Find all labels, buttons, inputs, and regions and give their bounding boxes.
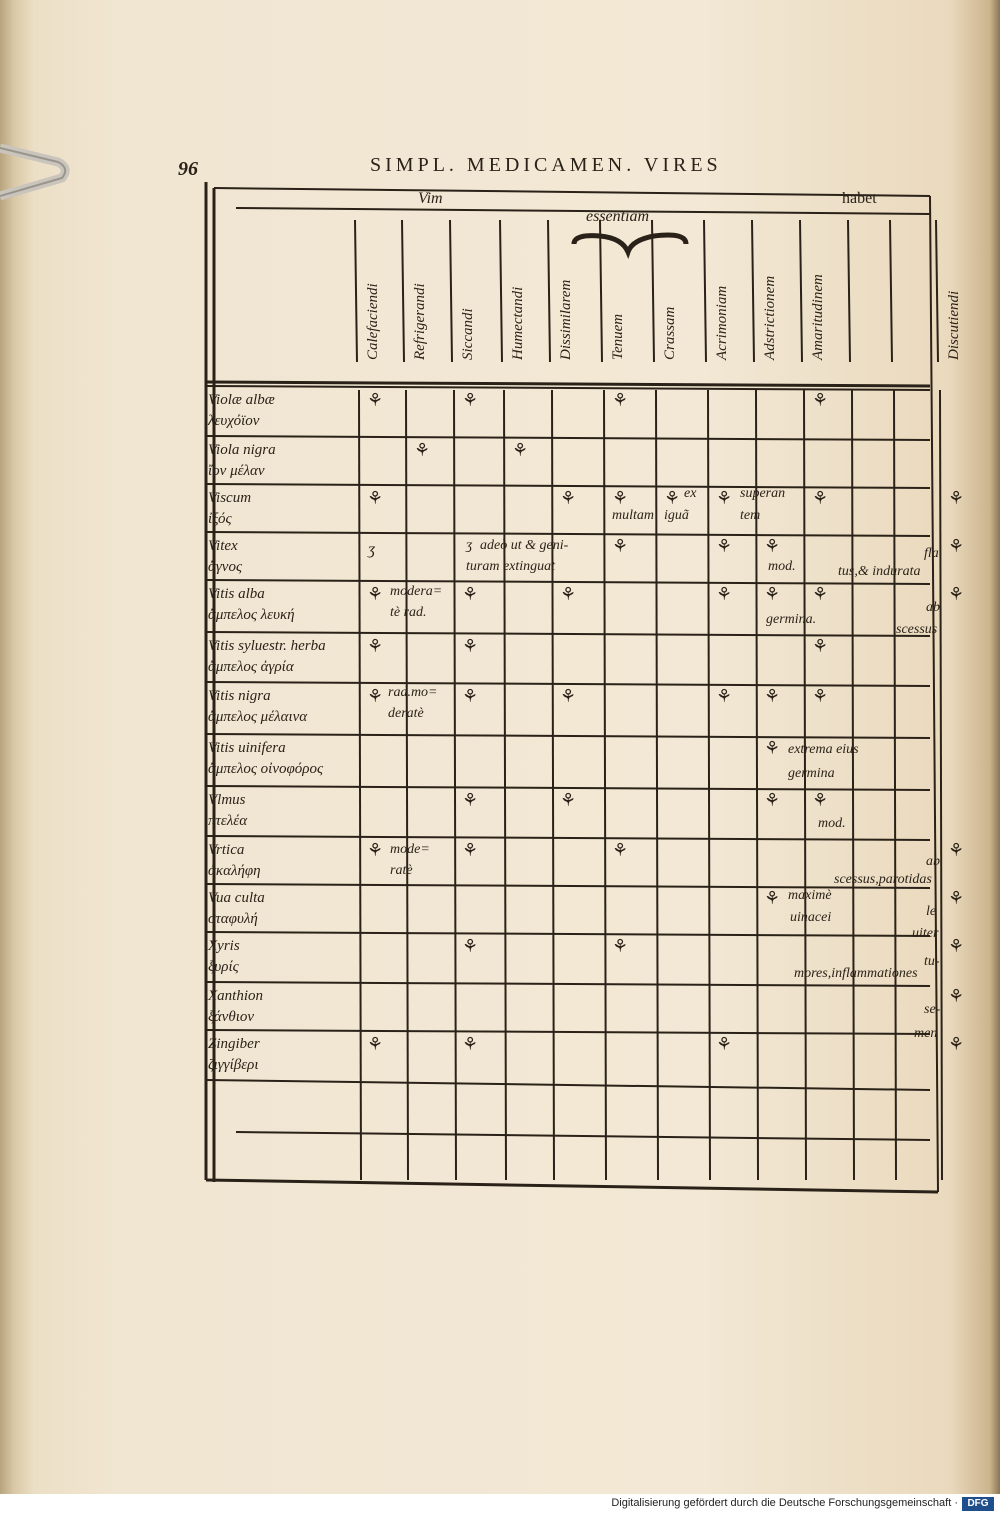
mark-symbol-icon: ⚘	[462, 584, 479, 604]
row-label-greek: πτελέα	[208, 813, 248, 829]
column-header: Acrimoniam	[714, 285, 730, 360]
note: rad.mo=	[388, 685, 438, 700]
row-label-greek: ἀκαλήφη	[208, 863, 261, 879]
header-essentiam: essentiam	[586, 208, 650, 225]
row-label-latin: Vitis nigra	[208, 688, 271, 704]
mark-symbol-icon: ⚘	[664, 488, 681, 508]
note: germina	[788, 766, 835, 781]
mark-symbol-icon: ⚘	[812, 488, 829, 508]
row-label-latin: Vlmus	[208, 792, 246, 808]
note: deratè	[388, 706, 424, 721]
row-label-latin: Viscum	[208, 490, 252, 506]
row-label-greek: ἄμπελος οἰνοφόρος	[208, 761, 324, 777]
note: turam extinguat	[466, 559, 556, 574]
row-label	[208, 888, 265, 930]
note: ab	[926, 600, 940, 615]
column-header: Amaritudinem	[810, 274, 826, 360]
column-header: Refrigerandi	[412, 283, 428, 360]
column-header: Calefaciendi	[365, 283, 381, 360]
column-header: Dissimilarem	[558, 279, 574, 360]
note: se-	[924, 1002, 941, 1017]
row-label-greek: λευχόϊον	[208, 413, 260, 429]
mark-symbol-icon: ⚘	[560, 488, 577, 508]
mark-symbol-icon: ⚘	[716, 686, 733, 706]
note: mod.	[768, 559, 796, 574]
row-label	[208, 636, 326, 678]
row-label	[208, 936, 240, 978]
row-label	[208, 790, 247, 832]
mark-symbol-icon: ⚘	[367, 1034, 384, 1054]
note: extrema eius	[788, 742, 859, 757]
row-label-greek: ξάνθιον	[208, 1009, 255, 1025]
mark-symbol-icon: ⚘	[764, 584, 781, 604]
mark-symbol-icon: ⚘	[367, 584, 384, 604]
note: ex	[684, 486, 697, 501]
mark-symbol-icon: ⚘	[764, 536, 781, 556]
row-label-latin: Xanthion	[208, 988, 263, 1004]
mark-symbol-icon: ⚘	[462, 840, 479, 860]
row-label-latin: Vitex	[208, 538, 238, 554]
row-label-latin: Viola nigra	[208, 442, 276, 458]
mark-symbol-icon: ⚘	[948, 840, 965, 860]
note: adeò ut & geni-	[480, 538, 569, 553]
mark-symbol-icon: ⚘	[812, 790, 829, 810]
page-number: 96	[178, 158, 198, 180]
note: scessus	[896, 622, 938, 637]
mark-symbol-icon: ⚘	[560, 584, 577, 604]
row-label	[208, 390, 275, 432]
note: le	[926, 904, 937, 919]
mark-symbol-icon: ⚘	[764, 888, 781, 908]
mark-symbol-icon: ⚘	[716, 1034, 733, 1054]
note: ʒ	[368, 541, 376, 558]
brace-icon	[570, 230, 690, 260]
mark-symbol-icon: ⚘	[812, 686, 829, 706]
note: tus,& indurata	[838, 564, 921, 579]
mark-symbol-icon: ⚘	[367, 686, 384, 706]
mark-symbol-icon: ⚘	[462, 390, 479, 410]
note: modera=	[390, 584, 443, 599]
footer-text: Digitalisierung gefördert durch die Deutsche Forschungsgemeinschaft ·	[611, 1497, 958, 1509]
note: germina.	[766, 612, 817, 627]
note: tè rad.	[390, 605, 427, 620]
row-label-latin: Violæ albæ	[208, 392, 275, 408]
mark-symbol-icon: ⚘	[948, 1034, 965, 1054]
row-label-greek: ἄμπελος λευκή	[208, 607, 295, 623]
note: scessus,parotidas	[834, 872, 932, 887]
mark-symbol-icon: ⚘	[948, 536, 965, 556]
column-header: Siccandi	[460, 308, 476, 360]
note: tu-	[924, 954, 940, 969]
mark-symbol-icon: ⚘	[462, 636, 479, 656]
row-label	[208, 738, 323, 780]
note: fla	[924, 546, 939, 561]
mark-symbol-icon: ⚘	[462, 686, 479, 706]
column-header: Tenuem	[610, 313, 626, 360]
mark-symbol-icon: ⚘	[716, 536, 733, 556]
column-header: Humectandi	[510, 286, 526, 360]
column-header: Discutiendi	[946, 290, 962, 360]
note: tem	[740, 508, 761, 523]
row-label-latin: Vitis uinifera	[208, 740, 286, 756]
mark-symbol-icon: ⚘	[560, 790, 577, 810]
mark-symbol-icon: ⚘	[462, 1034, 479, 1054]
note: maximè	[788, 888, 832, 903]
mark-symbol-icon: ⚘	[414, 440, 431, 460]
row-label	[208, 686, 307, 728]
row-label	[208, 536, 242, 578]
note: superan	[740, 486, 786, 501]
mark-symbol-icon: ⚘	[462, 790, 479, 810]
row-label	[208, 584, 295, 626]
note: men	[914, 1026, 938, 1041]
row-label	[208, 840, 261, 882]
note: uiter	[912, 926, 939, 941]
mark-symbol-icon: ⚘	[764, 686, 781, 706]
mark-symbol-icon: ⚘	[560, 686, 577, 706]
note: ʒ	[466, 538, 473, 553]
mark-symbol-icon: ⚘	[367, 390, 384, 410]
row-label	[208, 1034, 260, 1076]
mark-symbol-icon: ⚘	[367, 840, 384, 860]
row-label-greek: σταφυλή	[208, 911, 258, 927]
note: iguã	[664, 508, 689, 523]
row-label-greek: ἴον μέλαν	[208, 463, 265, 479]
mark-symbol-icon: ⚘	[716, 488, 733, 508]
mark-symbol-icon: ⚘	[948, 584, 965, 604]
mark-symbol-icon: ⚘	[612, 936, 629, 956]
mark-symbol-icon: ⚘	[948, 888, 965, 908]
column-header: Crassam	[662, 306, 678, 360]
mark-symbol-icon: ⚘	[367, 488, 384, 508]
row-label-latin: Vitis alba	[208, 586, 265, 602]
header-vim: Vim	[418, 190, 443, 207]
note: ratè	[390, 863, 413, 878]
row-label	[208, 440, 276, 482]
mark-symbol-icon: ⚘	[812, 390, 829, 410]
mark-symbol-icon: ⚘	[462, 936, 479, 956]
mark-symbol-icon: ⚘	[812, 636, 829, 656]
row-label-greek: ζιγγίβερι	[208, 1057, 259, 1073]
header-habet: habet	[842, 190, 877, 207]
mark-symbol-icon: ⚘	[948, 488, 965, 508]
mark-symbol-icon: ⚘	[367, 636, 384, 656]
row-label-greek: ἄγνος	[208, 559, 243, 575]
row-label-latin: Vitis syluestr. herba	[208, 638, 326, 654]
mark-symbol-icon: ⚘	[612, 488, 629, 508]
row-label-latin: Zingiber	[208, 1036, 260, 1052]
note: mode=	[390, 842, 430, 857]
note: mores,inflammationes	[794, 966, 918, 981]
mark-symbol-icon: ⚘	[716, 584, 733, 604]
mark-symbol-icon: ⚘	[948, 986, 965, 1006]
row-label-greek: ἄμπελος μέλαινα	[208, 709, 308, 725]
note: ab	[926, 854, 940, 869]
mark-symbol-icon: ⚘	[612, 840, 629, 860]
running-head: SIMPL. MEDICAMEN. VIRES	[370, 154, 722, 176]
row-label-greek: ἰξός	[208, 511, 232, 527]
mark-symbol-icon: ⚘	[948, 936, 965, 956]
mark-symbol-icon: ⚘	[612, 390, 629, 410]
row-label-greek: ξυρίς	[208, 959, 239, 975]
row-label-latin: Xyris	[208, 938, 240, 954]
row-label	[208, 488, 251, 530]
note: uinacei	[790, 910, 832, 925]
mark-symbol-icon: ⚘	[764, 790, 781, 810]
row-label-greek: ἄμπελος ἀγρία	[208, 659, 294, 675]
row-label-latin: Vrtica	[208, 842, 245, 858]
column-header: Adstrictionem	[762, 275, 778, 360]
row-label	[208, 986, 263, 1028]
dfg-logo: DFG	[962, 1497, 994, 1511]
note: mod.	[818, 816, 846, 831]
mark-symbol-icon: ⚘	[612, 536, 629, 556]
note: multam	[612, 508, 654, 523]
mark-symbol-icon: ⚘	[812, 584, 829, 604]
mark-symbol-icon: ⚘	[764, 738, 781, 758]
row-label-latin: Vua culta	[208, 890, 265, 906]
mark-symbol-icon: ⚘	[512, 440, 529, 460]
